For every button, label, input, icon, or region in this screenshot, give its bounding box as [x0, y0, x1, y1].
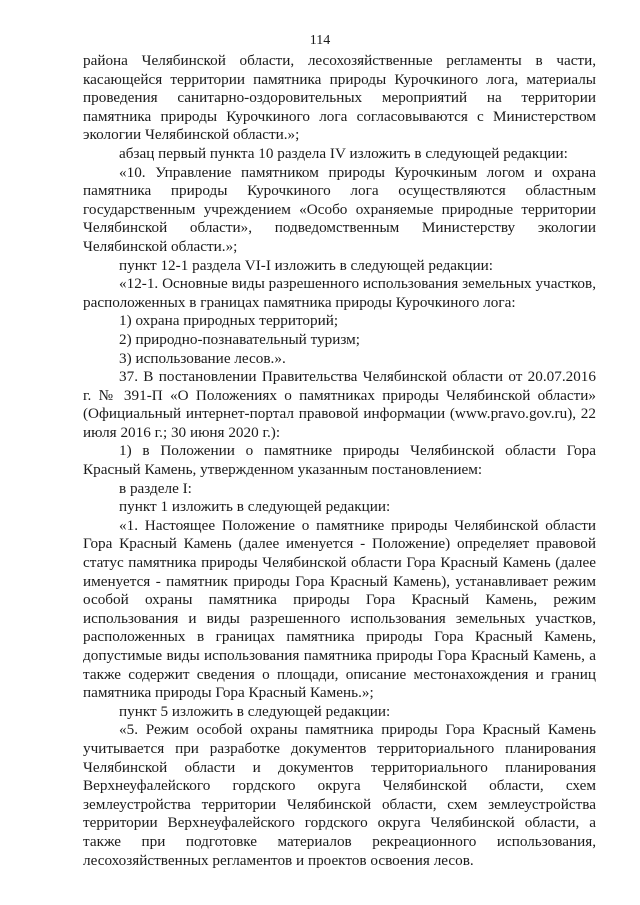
paragraph-10: 1) в Положении о памятнике природы Челябинской области Гора Красный Камень, утвержденном указанным постановлением:	[83, 442, 596, 479]
paragraph-5: «12-1. Основные виды разрешенного использования земельных участков, расположенных в границах памятника природы Курочкиного лога:	[83, 275, 596, 311]
paragraph-8: 3) использование лесов.».	[119, 349, 286, 367]
document-body	[83, 52, 596, 870]
paragraph-7: 2) природно-познавательный туризм;	[119, 330, 360, 348]
paragraph-11: в разделе I:	[119, 479, 192, 497]
paragraph-13: «1. Настоящее Положение о памятнике природы Челябинской области Гора Красный Камень (далее именуется - Положение) определяет правовой статус памятника природы Челябинской области Гора Красный Камень (далее именуется - памятник природы Гора Красный Камень), устанавливает режим особой охраны памятника природы Гора Красный Камень, режим использования и виды разрешенного использования земельных участков, расположенных в границах памятника природы Гора Красный Камень, допустимые виды использования памятника природы Гора Красный Камень, а также содержит сведения о площади, описание местонахождения и границ памятника природы Гора Красный Камень.»;	[83, 516, 596, 702]
paragraph-6: 1) охрана природных территорий;	[119, 312, 339, 330]
paragraph-1: района Челябинской области, лесохозяйственные регламенты в части, касающейся территории памятника природы Курочкиного лога, материалы проведения санитарно-оздоровительных мероприятий на территории памятника природы Курочкиного лога согласовываются с Министерством экологии Челябинской области.»;	[83, 52, 596, 144]
paragraph-12: пункт 1 изложить в следующей редакции:	[119, 498, 391, 516]
paragraph-4: пункт 12-1 раздела VI-I изложить в следующей редакции:	[119, 256, 494, 274]
paragraph-3: «10. Управление памятником природы Курочкиным логом и охрана памятника природы Курочкиного лога осуществляются областным государственным учреждением «Особо охраняемые природные территории Челябинской области», подведомственным Министерству экологии Челябинской области.»;	[83, 163, 596, 255]
paragraph-2: абзац первый пункта 10 раздела IV изложить в следующей редакции:	[119, 144, 568, 162]
paragraph-14: пункт 5 изложить в следующей редакции:	[119, 702, 391, 720]
paragraph-9: 37. В постановлении Правительства Челябинской области от 20.07.2016 г. № 391-П «О Положениях о памятниках природы Челябинской области» (Официальный интернет-портал правовой информации (www.pravo.gov.ru), 22 июля 2016 г.; 30 июня 2020 г.):	[83, 368, 596, 441]
paragraph-15: «5. Режим особой охраны памятника природы Гора Красный Камень учитывается при разработке документов территориального планирования Челябинской области и документов территориального планирования Верхнеуфалейского гордского округа Челябинской области, схем землеустройства территории Челябинской области, схем землеустройства территории Верхнеуфалейского гордского округа Челябинской области, а также при подготовке материалов рекреационного использования, лесохозяйственных регламентов и проектов освоения лесов.	[83, 721, 596, 869]
page-number: 114	[309, 33, 331, 48]
